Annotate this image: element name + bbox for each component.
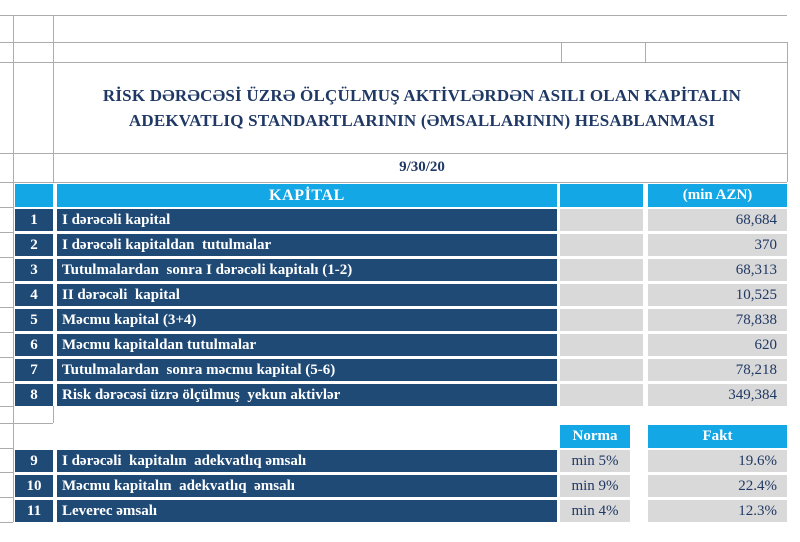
row-num-cell[interactable] [15, 209, 53, 231]
gridline [0, 15, 787, 16]
row-middle-cell[interactable] [560, 209, 643, 231]
capital-header-label: KAPİTAL [269, 186, 345, 204]
gridline [787, 42, 788, 182]
gridline [0, 282, 13, 283]
gridline [0, 232, 13, 233]
row-value-cell[interactable] [648, 284, 787, 306]
gridline [13, 15, 14, 522]
row-num-cell[interactable] [15, 259, 53, 281]
row-value: 10,525 [735, 286, 777, 303]
row-label-cell[interactable] [57, 259, 557, 281]
row-num-cell[interactable] [15, 359, 53, 381]
row-fakt: 12.3% [738, 502, 777, 519]
row-value: 78,838 [735, 311, 777, 328]
row-fakt-cell[interactable] [648, 500, 787, 522]
row-value-cell[interactable] [648, 334, 787, 356]
gridline [53, 15, 54, 182]
gridline [561, 42, 562, 62]
row-norma: min 5% [571, 452, 619, 469]
row-norma-cell[interactable] [560, 475, 630, 497]
row-value-cell[interactable] [648, 359, 787, 381]
row-num: 5 [30, 311, 38, 328]
gridline [645, 42, 646, 62]
row-middle-cell[interactable] [560, 359, 643, 381]
row-label: II dərəcəli kapital [62, 286, 180, 303]
row-num-cell[interactable] [15, 384, 53, 406]
ratio-header-norma-cell[interactable] [560, 425, 630, 448]
row-value: 68,684 [735, 211, 777, 228]
row-middle-cell[interactable] [560, 284, 643, 306]
row-label: Tutulmalardan sonra məcmu kapital (5-6) [62, 361, 336, 378]
row-value-cell[interactable] [648, 384, 787, 406]
row-value-cell[interactable] [648, 234, 787, 256]
row-label: Leverec əmsalı [62, 502, 158, 519]
report-title [57, 62, 787, 153]
row-label: I dərəcəli kapital [62, 211, 171, 228]
gridline [0, 332, 13, 333]
row-middle-cell[interactable] [560, 259, 643, 281]
row-num: 10 [26, 477, 42, 494]
row-label-cell[interactable] [57, 284, 557, 306]
report-title-line2: ADEKVATLIQ STANDARTLARININ (ƏMSALLARININ) HESABLANMASI [128, 110, 716, 130]
row-label-cell[interactable] [57, 500, 557, 522]
gridline [0, 522, 13, 523]
row-middle-cell[interactable] [560, 309, 643, 331]
row-value: 349,384 [728, 386, 777, 403]
capital-header-unit: (min AZN) [682, 187, 753, 203]
row-label: Məcmu kapital (3+4) [62, 311, 197, 328]
row-value: 620 [754, 336, 777, 353]
row-num: 11 [26, 502, 42, 519]
capital-header-middle-cell[interactable] [560, 184, 643, 207]
row-value: 78,218 [735, 361, 777, 378]
row-label-cell[interactable] [57, 359, 557, 381]
row-num-cell[interactable] [15, 234, 53, 256]
row-num: 8 [30, 386, 38, 403]
row-label-cell[interactable] [57, 384, 557, 406]
row-num: 3 [30, 261, 38, 278]
row-label-cell[interactable] [57, 334, 557, 356]
row-norma: min 9% [571, 477, 619, 494]
gridline [0, 423, 53, 424]
row-num-cell[interactable] [15, 450, 53, 472]
row-fakt: 19.6% [738, 452, 777, 469]
gridline [0, 472, 13, 473]
row-norma-cell[interactable] [560, 500, 630, 522]
report-date-cell[interactable] [57, 153, 787, 182]
row-num: 6 [30, 336, 38, 353]
row-num-cell[interactable] [15, 284, 53, 306]
row-norma-cell[interactable] [560, 450, 630, 472]
gridline [0, 448, 13, 449]
row-label-cell[interactable] [57, 475, 557, 497]
row-value: 68,313 [735, 261, 777, 278]
row-value-cell[interactable] [648, 309, 787, 331]
gridline [0, 406, 13, 407]
row-num: 4 [30, 286, 38, 303]
row-middle-cell[interactable] [560, 234, 643, 256]
row-label: Məcmu kapitalın adekvatlıq əmsalı [62, 477, 295, 494]
row-middle-cell[interactable] [560, 334, 643, 356]
row-num-cell[interactable] [15, 334, 53, 356]
row-label-cell[interactable] [57, 209, 557, 231]
row-label-cell[interactable] [57, 234, 557, 256]
row-value-cell[interactable] [648, 259, 787, 281]
row-num: 9 [30, 452, 38, 469]
row-fakt-cell[interactable] [648, 475, 787, 497]
capital-header-unit-cell[interactable] [648, 184, 787, 207]
row-num: 7 [30, 361, 38, 378]
row-norma: min 4% [571, 502, 619, 519]
gridline [0, 307, 13, 308]
gridline [0, 382, 13, 383]
gridline [0, 357, 13, 358]
row-label: I dərəcəli kapitalın adekvatlıq əmsalı [62, 452, 307, 469]
gridline [0, 42, 787, 43]
row-label: Tutulmalardan sonra I dərəcəli kapitalı (1-2) [62, 261, 353, 278]
gridline [0, 182, 787, 183]
row-label: Risk dərəcəsi üzrə ölçülmuş yekun aktivlər [62, 386, 341, 403]
row-value-cell[interactable] [648, 209, 787, 231]
row-label-cell[interactable] [57, 450, 557, 472]
gridline [0, 207, 13, 208]
report-title-line1: RİSK DƏRƏCƏSİ ÜZRƏ ÖLÇÜLMUŞ AKTİVLƏRDƏN ASILI OLAN KAPİTALIN [102, 85, 742, 105]
row-num-cell[interactable] [15, 500, 53, 522]
report-date: 9/30/20 [399, 159, 445, 175]
ratio-header-fakt-cell[interactable] [648, 425, 787, 448]
row-num-cell[interactable] [15, 475, 53, 497]
ratio-header-fakt: Fakt [702, 428, 733, 444]
row-value: 370 [754, 236, 777, 253]
row-label-cell[interactable] [57, 309, 557, 331]
gridline [53, 406, 54, 423]
row-num: 2 [30, 236, 38, 253]
capital-header-num-cell[interactable] [15, 184, 53, 207]
row-label: I dərəcəli kapitaldan tutulmalar [62, 236, 272, 253]
row-num: 1 [30, 211, 38, 228]
gridline [0, 257, 13, 258]
gridline [0, 497, 13, 498]
row-label: Məcmu kapitaldan tutulmalar [62, 336, 257, 353]
row-fakt-cell[interactable] [648, 450, 787, 472]
capital-header-label-cell[interactable] [57, 184, 557, 207]
row-fakt: 22.4% [738, 477, 777, 494]
row-num-cell[interactable] [15, 309, 53, 331]
row-middle-cell[interactable] [560, 384, 643, 406]
ratio-header-norma: Norma [572, 428, 618, 444]
